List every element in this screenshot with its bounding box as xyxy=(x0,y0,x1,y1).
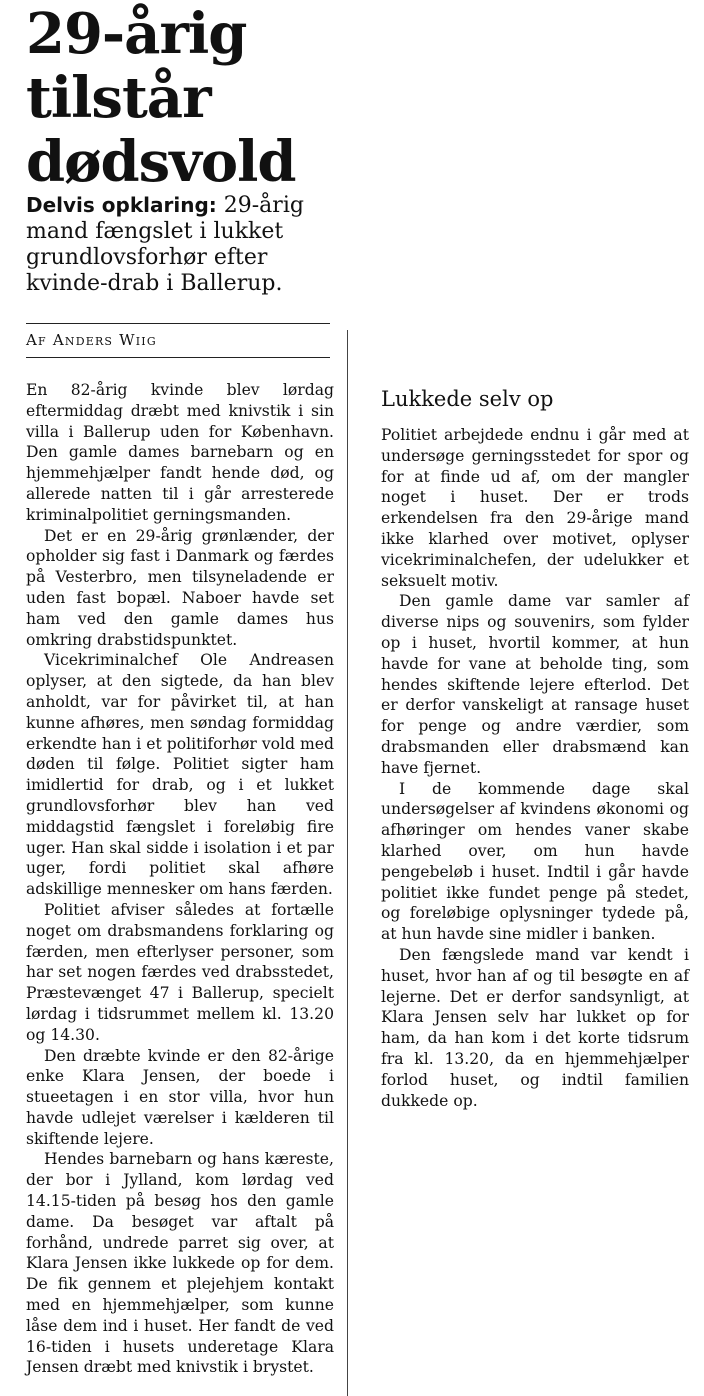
column-divider xyxy=(347,330,348,1396)
article-column-1 xyxy=(26,380,334,1378)
paragraph: Den gamle dame var samler af diverse nips og souvenirs, som fylder op i huset, hvortil kommer, at hun havde for vane at beholde ting, som hendes skiftende lejere efterlod. Det er derfor vanskeligt at ransage huset for penge og andre værdier, som drabsmanden eller drabsmænd kan have fjernet. xyxy=(381,592,689,777)
deck-kicker: Delvis opklaring: xyxy=(26,193,217,217)
paragraph: Politiet afviser således at fortælle noget om drabsmandens forklaring og færden, men efterlyser personer, som har set nogen færdes ved drabsstedet, Præstevænget 47 i Ballerup, specielt lørdag i tidsrummet mellem kl. 13.20 og 14.30. xyxy=(26,900,334,1044)
paragraph: Den fængslede mand var kendt i huset, hvor han af og til besøgte en af lejerne. Det er derfor sandsynligt, at Klara Jensen selv har lukket op for ham, da han kom i det korte tidsrum fra kl. 13.20, da en hjemmehjælper forlod huset, og indtil familien dukkede op. xyxy=(381,945,689,1110)
byline-rule-bottom xyxy=(26,357,330,358)
headline-line-2: tilstår xyxy=(26,65,211,131)
byline: Af Anders Wiig xyxy=(26,331,157,349)
byline-rule-top xyxy=(26,323,330,324)
paragraph: Politiet arbejdede endnu i går med at undersøge gerningsstedet for spor og for at finde ud af, om der mangler noget i huset. Der er trods erkendelsen fra den 29-årige mand ikke klarhed over motivet, oplyser vicekriminalchefen, der udelukker et seksuelt motiv. xyxy=(381,426,689,590)
paragraph: Det er en 29-årig grønlænder, der opholder sig fast i Danmark og færdes på Vesterbro, men tilsyneladende er uden fast bopæl. Naboer havde set ham ved den gamle dames hus omkring drabstidspunktet. xyxy=(26,526,334,649)
headline-line-3: dødsvold xyxy=(26,129,296,195)
paragraph: I de kommende dage skal undersøgelser af kvindens økonomi og afhøringer om hendes vaner skabe klarhed over, om hun havde pengebeløb i huset. Indtil i går havde politiet ikke fundet penge på stedet, og foreløbige oplysninger tydede på, at hun havde sine midler i banken. xyxy=(381,779,689,944)
article-column-2 xyxy=(381,425,689,1111)
paragraph: En 82-årig kvinde blev lørdag eftermiddag dræbt med knivstik i sin villa i Ballerup uden for København. Den gamle dames barnebarn og en hjemmehjælper fandt hende død, og allerede natten til i går arresterede kriminalpolitiet gerningsmanden. xyxy=(26,381,334,524)
deck-text: 29-årig mand fængslet i lukket grundlovsforhør efter kvinde-drab i Ballerup. xyxy=(26,193,304,296)
headline-line-1: 29-årig xyxy=(26,1,247,67)
paragraph: Vicekriminalchef Ole Andreasen oplyser, at den sigtede, da han blev anholdt, var for påvirket til, at han kunne afhøres, men søndag formiddag erkendte han i et politiforhør vold med døden til følge. Politiet sigter ham imidlertid for drab, og i et lukket grundlovsforhør blev han ved middagstid fængslet i foreløbig fire uger. Han skal sidde i isolation i et par uger, fordi politiet skal afhøre adskillige mennesker om hans færden. xyxy=(26,651,334,899)
paragraph: Hendes barnebarn og hans kæreste, der bor i Jylland, kom lørdag ved 14.15-tiden på besøg hos den gamle dame. Da besøget var aftalt på forhånd, undrede parret sig over, at Klara Jensen ikke lukkede op for dem. De fik gennem et plejehjem kontakt med en hjemmehjælper, som kunne låse dem ind i huset. Her fandt de ved 16-tiden i husets underetage Klara Jensen dræbt med knivstik i brystet. xyxy=(26,1150,334,1377)
headline xyxy=(26,2,326,194)
paragraph: Den dræbte kvinde er den 82-årige enke Klara Jensen, der boede i stueetagen i en stor villa, hvor hun havde udlejet værelser i kælderen til skiftende lejere. xyxy=(26,1046,334,1148)
subheading: Lukkede selv op xyxy=(381,387,554,411)
deck xyxy=(26,192,336,297)
